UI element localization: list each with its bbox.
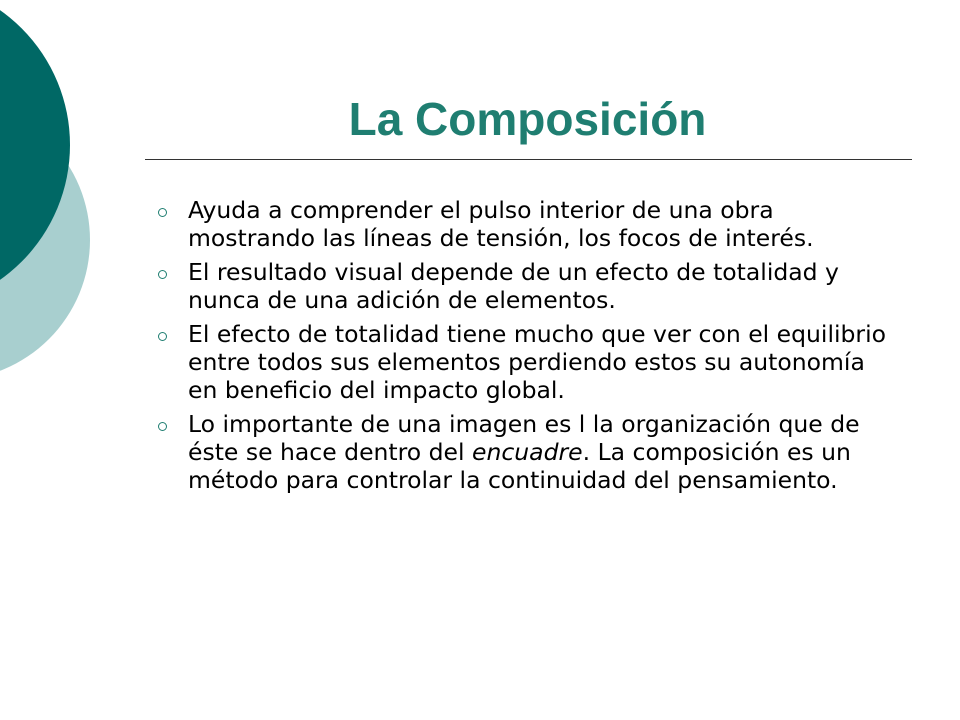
bullet-text-emphasis: encuadre	[472, 438, 583, 466]
bullet-item	[150, 320, 895, 404]
bullet-text-after: . La composición es un método para controlar la continuidad del pensamiento.	[188, 438, 851, 494]
bullet-text: El efecto de totalidad tiene mucho que ver con el equilibrio entre todos sus elementos perdiendo estos su autonomía en beneficio del impacto global.	[188, 320, 887, 404]
bullet-text: El resultado visual depende de un efecto de totalidad y nunca de una adición de elementos.	[188, 258, 839, 314]
title-divider	[145, 159, 912, 160]
hollow-circle-bullet-icon	[158, 422, 167, 431]
slide-title: La Composición	[348, 93, 707, 145]
bullet-item	[150, 410, 895, 494]
hollow-circle-bullet-icon	[158, 332, 167, 341]
bullet-text: Ayuda a comprender el pulso interior de una obra mostrando las líneas de tensión, los focos de interés.	[188, 196, 814, 252]
hollow-circle-bullet-icon	[158, 208, 167, 217]
bullet-text-before: Lo importante de una imagen es l la organización que de éste se hace dentro del	[188, 410, 860, 466]
bullet-text	[188, 410, 895, 494]
bullet-item	[150, 196, 895, 252]
hollow-circle-bullet-icon	[158, 270, 167, 279]
bullet-list	[150, 196, 895, 500]
bullet-item	[150, 258, 895, 314]
